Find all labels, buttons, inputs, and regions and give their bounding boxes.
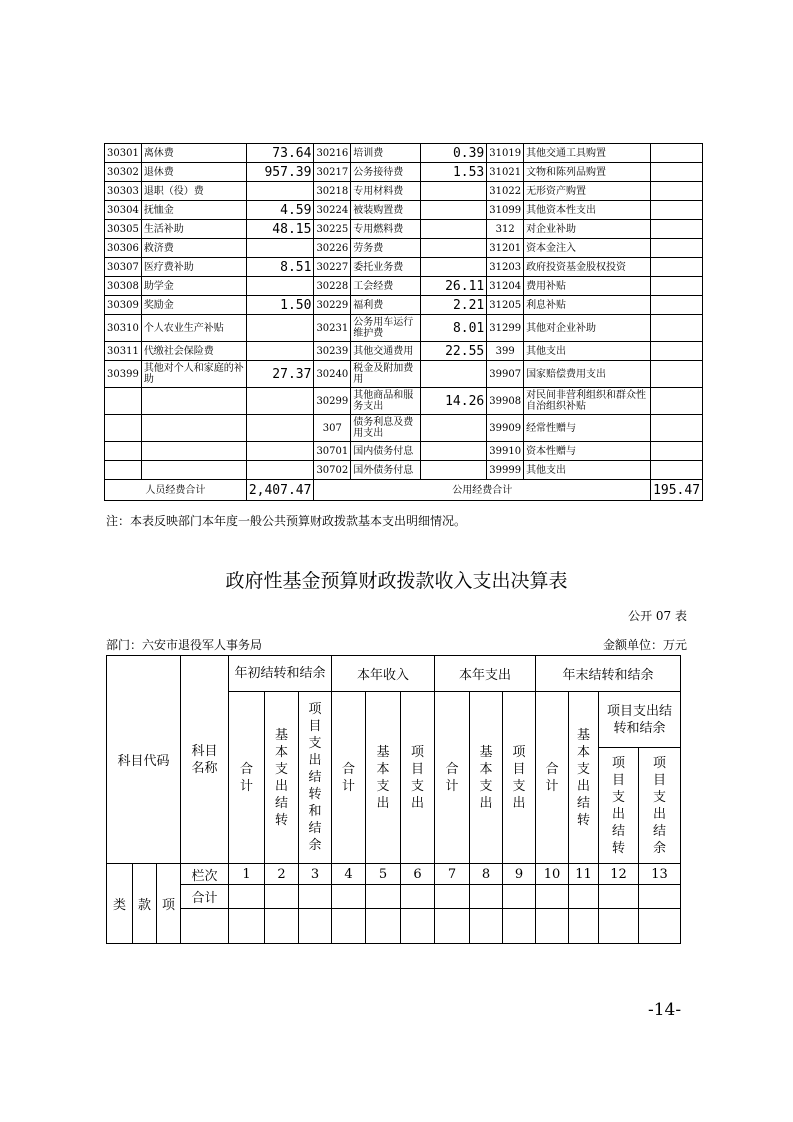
department-label: 部门：六安市退役军人事务局	[106, 638, 263, 652]
column-number: 4	[332, 864, 366, 885]
cell-amount-3	[651, 277, 703, 296]
cell-amount-2	[421, 182, 487, 201]
cell-code-3: 31204	[487, 277, 524, 296]
cell-amount-1	[246, 239, 314, 258]
income-basic-header: 基本支出	[366, 692, 401, 864]
column-number: 10	[536, 864, 569, 885]
page-title: 政府性基金预算财政拨款收入支出决算表	[225, 570, 568, 592]
cell-name-3: 其他支出	[524, 461, 651, 480]
detail-row	[105, 144, 703, 163]
cell-amount-3	[651, 163, 703, 182]
lei-header: 类	[107, 864, 133, 944]
cell-amount-1: 27.37	[246, 361, 314, 388]
cell-amount-1	[246, 315, 314, 342]
cell-code-3: 31019	[487, 144, 524, 163]
cell-amount-1: 8.51	[246, 258, 314, 277]
cell-name-2: 专用材料费	[351, 182, 421, 201]
cell-amount-3	[651, 315, 703, 342]
cell-code-3: 39910	[487, 442, 524, 461]
cell-name-3: 文物和陈列品购置	[524, 163, 651, 182]
detail-row	[105, 296, 703, 315]
end-project-balance-header: 项目支出结余	[639, 748, 681, 864]
cell-code-1: 30307	[105, 258, 142, 277]
detail-row	[105, 277, 703, 296]
cell-amount-2	[421, 461, 487, 480]
cell-amount-3	[651, 144, 703, 163]
group-income-header: 本年收入	[332, 656, 435, 692]
cell-code-3: 31299	[487, 315, 524, 342]
cell-amount-1	[246, 442, 314, 461]
cell-amount-3	[651, 461, 703, 480]
cell-amount-2	[421, 258, 487, 277]
cell-amount-1: 1.50	[246, 296, 314, 315]
cell-amount-1	[246, 388, 314, 415]
cell-code-1	[105, 415, 142, 442]
cell-name-1: 个人农业生产补贴	[141, 315, 246, 342]
cell-name-1: 退职（役）费	[141, 182, 246, 201]
cell-name-3: 其他资本性支出	[524, 201, 651, 220]
sum-row-label: 合计	[181, 885, 229, 909]
cell-name-1: 医疗费补助	[141, 258, 246, 277]
column-number: 3	[299, 864, 332, 885]
cell-name-2: 公务用车运行维护费	[351, 315, 421, 342]
cell-amount-3	[651, 415, 703, 442]
cell-name-3: 政府投资基金股权投资	[524, 258, 651, 277]
detail-row	[105, 239, 703, 258]
column-number: 6	[401, 864, 435, 885]
cell-name-2: 国外债务付息	[351, 461, 421, 480]
detail-row	[105, 361, 703, 388]
cell-name-3: 其他对企业补助	[524, 315, 651, 342]
fund-budget-table	[106, 655, 681, 944]
detail-row	[105, 342, 703, 361]
table-note: 注：本表反映部门本年度一般公共预算财政拨款基本支出明细情况。	[106, 514, 467, 528]
detail-row	[105, 163, 703, 182]
detail-row	[105, 315, 703, 342]
begin-basic-header: 基本支出结转	[265, 692, 299, 864]
cell-code-2: 30227	[314, 258, 351, 277]
column-number: 1	[229, 864, 265, 885]
cell-amount-1	[246, 415, 314, 442]
cell-amount-3	[651, 182, 703, 201]
income-project-header: 项目支出	[401, 692, 435, 864]
cell-name-2: 专用燃料费	[351, 220, 421, 239]
column-number: 13	[639, 864, 681, 885]
cell-name-2: 公务接待费	[351, 163, 421, 182]
cell-code-3: 31099	[487, 201, 524, 220]
detail-row	[105, 258, 703, 277]
basic-expenditure-detail-table	[104, 143, 703, 501]
income-total-header: 合计	[332, 692, 366, 864]
group-expense-header: 本年支出	[435, 656, 536, 692]
cell-code-2: 30701	[314, 442, 351, 461]
cell-amount-2: 2.21	[421, 296, 487, 315]
end-total-header: 合计	[536, 692, 569, 864]
cell-code-2: 30216	[314, 144, 351, 163]
cell-code-1: 30303	[105, 182, 142, 201]
header-row-1	[107, 656, 681, 692]
personnel-total-value: 2,407.47	[246, 480, 314, 501]
cell-code-1: 30311	[105, 342, 142, 361]
cell-amount-3	[651, 201, 703, 220]
cell-amount-3	[651, 239, 703, 258]
detail-table-body	[105, 144, 703, 480]
cell-name-2: 税金及附加费用	[351, 361, 421, 388]
cell-amount-1	[246, 342, 314, 361]
cell-code-1: 30302	[105, 163, 142, 182]
cell-code-2: 307	[314, 415, 351, 442]
cell-code-3: 31021	[487, 163, 524, 182]
cell-code-1	[105, 388, 142, 415]
column-number: 9	[503, 864, 536, 885]
cell-amount-3	[651, 388, 703, 415]
xiang-header: 项	[157, 864, 181, 944]
begin-project-header: 项目支出结转和结余	[299, 692, 332, 864]
page-number: -14-	[648, 1000, 682, 1020]
cell-code-3: 31205	[487, 296, 524, 315]
cell-amount-2	[421, 361, 487, 388]
group-begin-header: 年初结转和结余	[229, 656, 332, 692]
cell-code-2: 30240	[314, 361, 351, 388]
cell-name-3: 无形资产购置	[524, 182, 651, 201]
column-number: 12	[599, 864, 639, 885]
cell-amount-3	[651, 296, 703, 315]
detail-row	[105, 388, 703, 415]
cell-code-1: 30309	[105, 296, 142, 315]
cell-code-2: 30228	[314, 277, 351, 296]
cell-code-2: 30226	[314, 239, 351, 258]
cell-amount-2	[421, 220, 487, 239]
column-label: 栏次	[181, 864, 229, 885]
cell-amount-1	[246, 277, 314, 296]
cell-name-2: 劳务费	[351, 239, 421, 258]
cell-code-3: 31022	[487, 182, 524, 201]
cell-amount-1: 73.64	[246, 144, 314, 163]
cell-name-2: 国内债务付息	[351, 442, 421, 461]
cell-name-2: 工会经费	[351, 277, 421, 296]
cell-name-3: 资本性赠与	[524, 442, 651, 461]
column-number: 7	[435, 864, 470, 885]
table-code: 公开 07 表	[628, 609, 687, 623]
column-number-row	[107, 864, 681, 885]
cell-amount-3	[651, 342, 703, 361]
cell-amount-3	[651, 442, 703, 461]
cell-amount-2	[421, 442, 487, 461]
end-basic-header: 基本支出结转	[569, 692, 599, 864]
column-number: 8	[470, 864, 503, 885]
cell-code-1: 30310	[105, 315, 142, 342]
cell-name-1: 离休费	[141, 144, 246, 163]
expense-project-header: 项目支出	[503, 692, 536, 864]
cell-code-2: 30218	[314, 182, 351, 201]
detail-row	[105, 220, 703, 239]
cell-code-3: 399	[487, 342, 524, 361]
cell-code-1: 30306	[105, 239, 142, 258]
detail-row	[105, 442, 703, 461]
end-project-carry-header: 项目支出结转	[599, 748, 639, 864]
cell-amount-2: 22.55	[421, 342, 487, 361]
cell-code-2: 30299	[314, 388, 351, 415]
cell-name-1: 生活补助	[141, 220, 246, 239]
detail-row	[105, 182, 703, 201]
expense-basic-header: 基本支出	[470, 692, 503, 864]
cell-amount-2: 26.11	[421, 277, 487, 296]
cell-amount-3	[651, 361, 703, 388]
end-project-header: 项目支出结转和结余	[599, 692, 681, 748]
column-number: 11	[569, 864, 599, 885]
cell-name-3: 其他交通工具购置	[524, 144, 651, 163]
cell-amount-3	[651, 220, 703, 239]
cell-name-1	[141, 461, 246, 480]
cell-name-3: 经常性赠与	[524, 415, 651, 442]
cell-code-1: 30399	[105, 361, 142, 388]
detail-row	[105, 461, 703, 480]
cell-amount-1	[246, 182, 314, 201]
cell-code-2: 30217	[314, 163, 351, 182]
cell-amount-1	[246, 461, 314, 480]
cell-name-3: 国家赔偿费用支出	[524, 361, 651, 388]
cell-name-1	[141, 442, 246, 461]
subject-code-header: 科目代码	[107, 656, 181, 864]
cell-name-1	[141, 388, 246, 415]
cell-code-3: 39999	[487, 461, 524, 480]
cell-code-1: 30304	[105, 201, 142, 220]
cell-code-3: 312	[487, 220, 524, 239]
cell-code-3: 31201	[487, 239, 524, 258]
cell-name-2: 培训费	[351, 144, 421, 163]
expense-total-header: 合计	[435, 692, 470, 864]
cell-name-1	[141, 415, 246, 442]
cell-name-1: 助学金	[141, 277, 246, 296]
cell-amount-2: 0.39	[421, 144, 487, 163]
begin-total-header: 合计	[229, 692, 265, 864]
column-number: 2	[265, 864, 299, 885]
sum-row	[107, 885, 681, 909]
cell-name-1: 代缴社会保险费	[141, 342, 246, 361]
cell-name-1: 其他对个人和家庭的补助	[141, 361, 246, 388]
cell-name-3: 其他支出	[524, 342, 651, 361]
cell-code-1	[105, 461, 142, 480]
cell-code-2: 30229	[314, 296, 351, 315]
cell-name-2: 福利费	[351, 296, 421, 315]
cell-amount-2	[421, 415, 487, 442]
totals-row	[105, 480, 703, 501]
cell-code-3: 31203	[487, 258, 524, 277]
detail-row	[105, 201, 703, 220]
cell-amount-2: 14.26	[421, 388, 487, 415]
cell-amount-2	[421, 239, 487, 258]
cell-code-3: 39909	[487, 415, 524, 442]
cell-amount-1: 48.15	[246, 220, 314, 239]
cell-name-1: 救济费	[141, 239, 246, 258]
kuan-header: 款	[133, 864, 157, 944]
cell-name-3: 对民间非营利组织和群众性自治组织补贴	[524, 388, 651, 415]
cell-code-2: 30702	[314, 461, 351, 480]
cell-name-1: 奖励金	[141, 296, 246, 315]
cell-code-2: 30225	[314, 220, 351, 239]
cell-code-1: 30308	[105, 277, 142, 296]
cell-code-1	[105, 442, 142, 461]
cell-name-2: 其他交通费用	[351, 342, 421, 361]
cell-code-1: 30305	[105, 220, 142, 239]
cell-amount-2: 8.01	[421, 315, 487, 342]
cell-amount-2	[421, 201, 487, 220]
public-total-label: 公用经费合计	[314, 480, 651, 501]
cell-name-2: 被装购置费	[351, 201, 421, 220]
detail-row	[105, 415, 703, 442]
cell-name-3: 利息补贴	[524, 296, 651, 315]
cell-code-3: 39908	[487, 388, 524, 415]
cell-name-2: 债务利息及费用支出	[351, 415, 421, 442]
cell-name-3: 资本金注入	[524, 239, 651, 258]
cell-amount-1: 4.59	[246, 201, 314, 220]
column-number: 5	[366, 864, 401, 885]
cell-amount-3	[651, 258, 703, 277]
empty-row	[107, 909, 681, 944]
cell-amount-2: 1.53	[421, 163, 487, 182]
cell-code-2: 30239	[314, 342, 351, 361]
cell-name-1: 退休费	[141, 163, 246, 182]
subject-name-header: 科目名称	[181, 656, 229, 864]
public-total-value: 195.47	[651, 480, 703, 501]
cell-code-2: 30224	[314, 201, 351, 220]
personnel-total-label: 人员经费合计	[105, 480, 247, 501]
cell-code-2: 30231	[314, 315, 351, 342]
cell-name-2: 委托业务费	[351, 258, 421, 277]
cell-amount-1: 957.39	[246, 163, 314, 182]
group-end-header: 年末结转和结余	[536, 656, 681, 692]
cell-name-2: 其他商品和服务支出	[351, 388, 421, 415]
amount-unit-label: 金额单位：万元	[602, 638, 687, 652]
cell-code-1: 30301	[105, 144, 142, 163]
cell-name-1: 抚恤金	[141, 201, 246, 220]
cell-name-3: 费用补贴	[524, 277, 651, 296]
cell-code-3: 39907	[487, 361, 524, 388]
cell-name-3: 对企业补助	[524, 220, 651, 239]
